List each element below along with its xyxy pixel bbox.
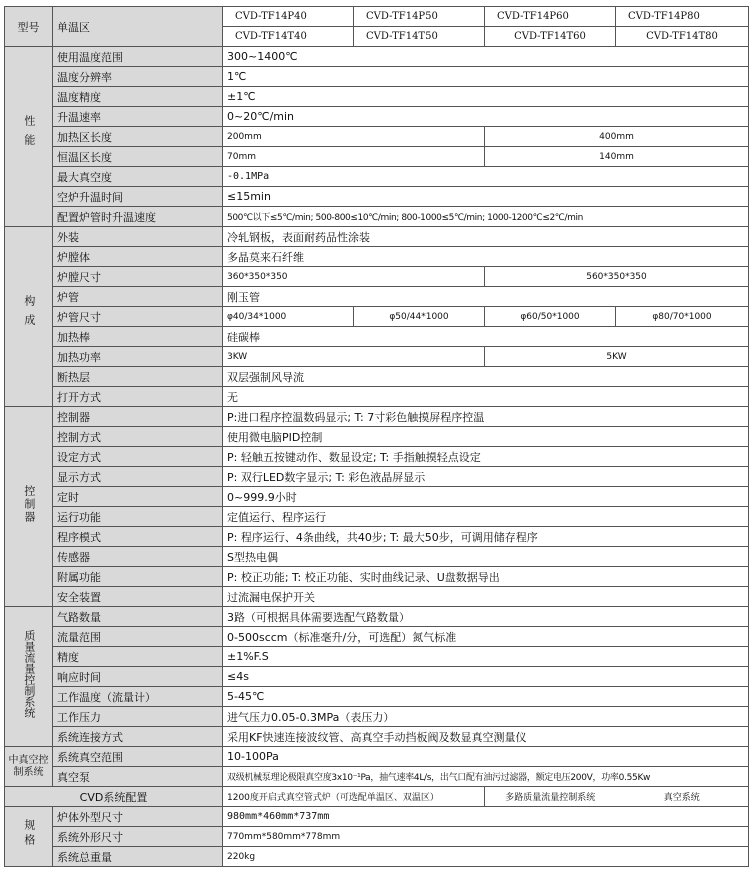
model-cell: CVD-TF14T50 <box>354 27 485 47</box>
spec-row <box>5 507 749 527</box>
row-label: 精度 <box>53 647 223 667</box>
spec-row <box>5 807 749 827</box>
row-value: 5KW <box>485 347 749 367</box>
row-label: 空炉升温时间 <box>53 187 223 207</box>
row-value: 多晶莫来石纤维 <box>223 247 749 267</box>
row-value: P: 双行LED数字显示; T: 彩色液晶屏显示 <box>223 467 749 487</box>
row-value: 200mm <box>223 127 485 147</box>
row-value: 硅碳棒 <box>223 327 749 347</box>
spec-row <box>5 367 749 387</box>
model-cell: CVD-TF14T40 <box>223 27 354 47</box>
cvd-config-item: 多路质量流量控制系统 <box>485 787 616 807</box>
group-label: 性能 <box>22 115 36 154</box>
row-label: 炉膛体 <box>53 247 223 267</box>
row-label: 温度精度 <box>53 87 223 107</box>
row-label: 附属功能 <box>53 567 223 587</box>
cvd-config-item: 1200度开启式真空管式炉（可选配单温区、双温区） <box>223 787 485 807</box>
row-label: 传感器 <box>53 547 223 567</box>
model-cell: CVD-TF14T80 <box>616 27 749 47</box>
row-label: 炉管 <box>53 287 223 307</box>
spec-row <box>5 447 749 467</box>
spec-row <box>5 827 749 847</box>
spec-row <box>5 207 749 227</box>
row-value: -0.1MPa <box>223 167 749 187</box>
row-label: 工作温度（流量计） <box>53 687 223 707</box>
row-label: 加热功率 <box>53 347 223 367</box>
spec-row <box>5 847 749 867</box>
row-label: 系统总重量 <box>53 847 223 867</box>
row-value: 采用KF快速连接波纹管、高真空手动挡板阀及数显真空测量仪 <box>223 727 749 747</box>
row-label: 炉膛尺寸 <box>53 267 223 287</box>
spec-row <box>5 627 749 647</box>
spec-row <box>5 487 749 507</box>
row-label: 系统连接方式 <box>53 727 223 747</box>
row-label: 显示方式 <box>53 467 223 487</box>
row-label: 断热层 <box>53 367 223 387</box>
spec-row <box>5 427 749 447</box>
row-value: φ80/70*1000 <box>616 307 749 327</box>
cvd-config-row <box>5 787 749 807</box>
spec-row <box>5 467 749 487</box>
row-value: 进气压力0.05-0.3MPa（表压力） <box>223 707 749 727</box>
spec-row <box>5 387 749 407</box>
row-value: 3路（可根据具体需要选配气路数量） <box>223 607 749 627</box>
spec-row <box>5 727 749 747</box>
row-label: 配置炉管时升温速度 <box>53 207 223 227</box>
model-label: 型号 <box>5 7 53 47</box>
row-label: 真空泵 <box>53 767 223 787</box>
row-value: 140mm <box>485 147 749 167</box>
row-value: 刚玉管 <box>223 287 749 307</box>
row-label: 恒温区长度 <box>53 147 223 167</box>
spec-row <box>5 287 749 307</box>
model-cell: CVD-TF14P60 <box>485 7 616 27</box>
row-label: 升温速率 <box>53 107 223 127</box>
spec-row <box>5 327 749 347</box>
row-label: 炉体外型尺寸 <box>53 807 223 827</box>
row-value: S型热电偶 <box>223 547 749 567</box>
spec-row <box>5 527 749 547</box>
spec-row <box>5 587 749 607</box>
row-value: P: 校正功能; T: 校正功能、实时曲线记录、U盘数据导出 <box>223 567 749 587</box>
spec-row <box>5 87 749 107</box>
row-label: 控制方式 <box>53 427 223 447</box>
row-label: 系统真空范围 <box>53 747 223 767</box>
row-value: P:进口程序控温数码显示; T: 7寸彩色触摸屏程序控温 <box>223 407 749 427</box>
row-value: 0~999.9小时 <box>223 487 749 507</box>
row-value: 无 <box>223 387 749 407</box>
group-performance <box>5 47 53 227</box>
spec-row <box>5 227 749 247</box>
row-label: 定时 <box>53 487 223 507</box>
row-value: 770mm*580mm*778mm <box>223 827 749 847</box>
row-value: 560*350*350 <box>485 267 749 287</box>
row-value: 冷轧钢板，表面耐药品性涂装 <box>223 227 749 247</box>
spec-row <box>5 67 749 87</box>
group-label: 控制器 <box>22 484 36 524</box>
spec-row <box>5 47 749 67</box>
row-value: 980mm*460mm*737mm <box>223 807 749 827</box>
row-label: 程序模式 <box>53 527 223 547</box>
group-structure <box>5 227 53 407</box>
header-row-1 <box>5 7 749 27</box>
row-value: 使用微电脑PID控制 <box>223 427 749 447</box>
row-label: 加热区长度 <box>53 127 223 147</box>
spec-row <box>5 167 749 187</box>
group-label: 规格 <box>22 819 36 850</box>
row-label: 运行功能 <box>53 507 223 527</box>
row-label: 响应时间 <box>53 667 223 687</box>
row-value: 220kg <box>223 847 749 867</box>
row-value: 双层强制风导流 <box>223 367 749 387</box>
spec-table <box>4 6 749 867</box>
row-label: 控制器 <box>53 407 223 427</box>
row-value: P: 轻触五按键动作、数显设定; T: 手指触摸轻点设定 <box>223 447 749 467</box>
row-value: P: 程序运行、4条曲线，共40步; T: 最大50步，可调用储存程序 <box>223 527 749 547</box>
model-cell: CVD-TF14P40 <box>223 7 354 27</box>
model-cell: CVD-TF14P80 <box>616 7 749 27</box>
row-value: 过流漏电保护开关 <box>223 587 749 607</box>
row-label: 流量范围 <box>53 627 223 647</box>
spec-row <box>5 607 749 627</box>
row-label: 打开方式 <box>53 387 223 407</box>
row-value: ≤15min <box>223 187 749 207</box>
spec-row <box>5 667 749 687</box>
row-value: φ40/34*1000 <box>223 307 354 327</box>
row-label: 设定方式 <box>53 447 223 467</box>
group-specs <box>5 807 53 867</box>
row-label: 安全装置 <box>53 587 223 607</box>
row-value: 300~1400℃ <box>223 47 749 67</box>
row-value: φ60/50*1000 <box>485 307 616 327</box>
row-value: 0~20℃/min <box>223 107 749 127</box>
spec-row <box>5 567 749 587</box>
spec-row <box>5 127 749 147</box>
spec-row <box>5 267 749 287</box>
row-label: 温度分辨率 <box>53 67 223 87</box>
model-cell: CVD-TF14P50 <box>354 7 485 27</box>
cvd-config-item: 真空系统 <box>616 787 749 807</box>
row-value: 70mm <box>223 147 485 167</box>
row-value: 10-100Pa <box>223 747 749 767</box>
spec-row <box>5 767 749 787</box>
spec-row <box>5 547 749 567</box>
spec-row <box>5 687 749 707</box>
spec-row <box>5 107 749 127</box>
row-label: 炉管尺寸 <box>53 307 223 327</box>
group-mass-flow <box>5 607 53 747</box>
row-value: 1℃ <box>223 67 749 87</box>
group-label: 中真空控制系统 <box>8 754 49 778</box>
spec-row <box>5 707 749 727</box>
spec-row <box>5 347 749 367</box>
spec-row <box>5 247 749 267</box>
row-label: 气路数量 <box>53 607 223 627</box>
row-value: ±1℃ <box>223 87 749 107</box>
group-control <box>5 407 53 607</box>
spec-row <box>5 407 749 427</box>
row-label: 工作压力 <box>53 707 223 727</box>
row-label: 最大真空度 <box>53 167 223 187</box>
row-value: ±1%F.S <box>223 647 749 667</box>
row-value: 400mm <box>485 127 749 147</box>
row-value: 360*350*350 <box>223 267 485 287</box>
spec-row <box>5 147 749 167</box>
spec-row <box>5 307 749 327</box>
model-cell: CVD-TF14T60 <box>485 27 616 47</box>
cvd-config-label: CVD系统配置 <box>5 787 223 807</box>
row-value: 双级机械泵理论极限真空度3x10⁻¹Pa，抽气速率4L/s，出气口配有油污过滤器，额定电压200V，功率0.55Kw <box>223 767 749 787</box>
row-label: 使用温度范围 <box>53 47 223 67</box>
spec-row <box>5 187 749 207</box>
row-label: 外装 <box>53 227 223 247</box>
zone-label: 单温区 <box>53 7 223 47</box>
row-value: 3KW <box>223 347 485 367</box>
row-value: 5-45℃ <box>223 687 749 707</box>
group-label: 构成 <box>22 295 36 334</box>
row-value: φ50/44*1000 <box>354 307 485 327</box>
spec-row <box>5 747 749 767</box>
row-value: 0-500sccm（标准毫升/分，可选配）氮气标准 <box>223 627 749 647</box>
group-label: 质量流量控制系统 <box>22 630 36 719</box>
spec-row <box>5 647 749 667</box>
row-label: 加热棒 <box>53 327 223 347</box>
row-label: 系统外形尺寸 <box>53 827 223 847</box>
row-value: 500℃以下≤5℃/min; 500-800≤10℃/min; 800-1000≤5℃/min; 1000-1200℃≤2℃/min <box>223 207 749 227</box>
row-value: ≤4s <box>223 667 749 687</box>
group-vacuum <box>5 747 53 787</box>
row-value: 定值运行、程序运行 <box>223 507 749 527</box>
